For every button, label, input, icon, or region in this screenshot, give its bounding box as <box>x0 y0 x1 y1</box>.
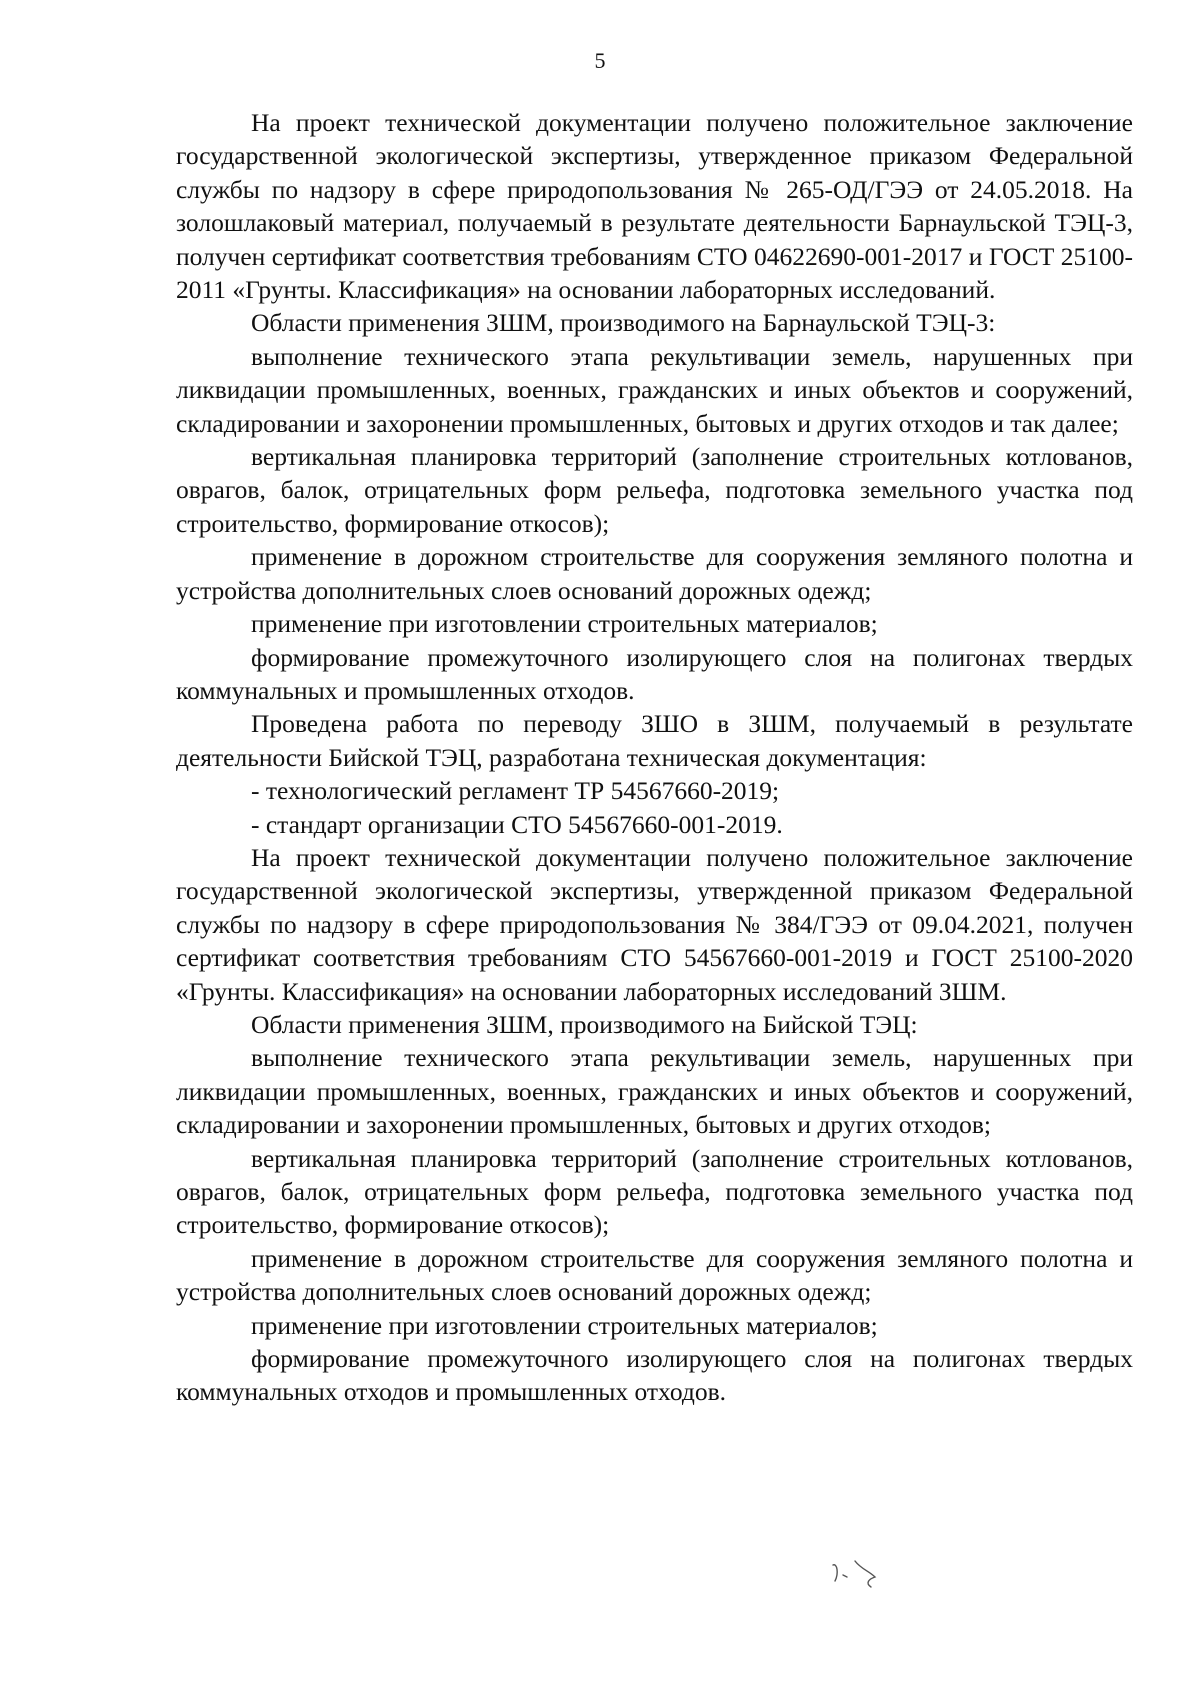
paragraph-application-landfill-layer: формирование промежуточного изолирующего слоя на полигонах твердых коммунальных и промышленных отходов. <box>176 642 1133 705</box>
paragraph-application-reclamation: выполнение технического этапа рекультивации земель, нарушенных при ликвидации промышленных, военных, гражданских и иных объектов и сооружений, складировании и захоронении промышленных, бытовых и других отходов и так далее; <box>176 341 1133 438</box>
paragraph-biysk-tech-regulation: - технологический регламент ТР 54567660-2019; <box>251 776 780 806</box>
paragraph-application-building-materials: применение при изготовлении строительных материалов; <box>251 609 878 639</box>
paragraph-biysk-application-landfill-layer: формирование промежуточного изолирующего слоя на полигонах твердых коммунальных отходов и промышленных отходов. <box>176 1344 1133 1407</box>
paragraph-biysk-organization-standard: - стандарт организации СТО 54567660-001-2019. <box>251 809 783 839</box>
paragraph-expertise-conclusion-biysk: На проект технической документации получено положительное заключение государственной экологической экспертизы, утвержденной приказом Федеральной службы по надзору в сфере природопользования № 384/ГЭЭ от 09.04.2021, получен сертификат соответствия требованиям СТО 54567660-001-2019 и ГОСТ 25100-2020 «Грунты. Классификация» на основании лабораторных исследований ЗШМ. <box>176 842 1133 1006</box>
document-body <box>176 106 1133 1409</box>
paragraph-biysk-application-vertical-planning: вертикальная планировка территорий (заполнение строительных котлованов, оврагов, балок, отрицательных форм рельефа, подготовка земельного участка под строительство, формирование откосов); <box>176 1143 1133 1240</box>
paragraph-application-road-construction: применение в дорожном строительстве для сооружения земляного полотна и устройства дополнительных слоев оснований дорожных одежд; <box>176 542 1133 605</box>
paragraph-application-vertical-planning: вертикальная планировка территорий (заполнение строительных котлованов, оврагов, балок, отрицательных форм рельефа, подготовка земельного участка под строительство, формирование откосов); <box>176 442 1133 538</box>
paragraph-biysk-conversion-work: Проведена работа по переводу ЗШО в ЗШМ, получаемый в результате деятельности Бийской ТЭЦ, разработана техническая документация: <box>176 709 1133 772</box>
page-number: 5 <box>594 48 606 73</box>
paragraph-expertise-conclusion-barnaul: На проект технической документации получено положительное заключение государственной экологической экспертизы, утвержденное приказом Федеральной службы по надзору в сфере природопользования № 265-ОД/ГЭЭ от 24.05.2018. На золошлаковый материал, получаемый в результате деятельности Барнаульской ТЭЦ-3, получен сертификат соответствия требованиям СТО 04622690-001-2017 и ГОСТ 25100-2011 «Грунты. Классификация» на основании лабораторных исследований. <box>176 108 1133 305</box>
paragraph-biysk-application-reclamation: выполнение технического этапа рекультивации земель, нарушенных при ликвидации промышленных, военных, гражданских и иных объектов и сооружений, складировании и захоронении промышленных, бытовых и других отходов; <box>176 1043 1133 1140</box>
paragraph-biysk-application-road-construction: применение в дорожном строительстве для сооружения земляного полотна и устройства дополнительных слоев оснований дорожных одежд; <box>176 1243 1133 1307</box>
paragraph-biysk-application-building-materials: применение при изготовлении строительных материалов; <box>251 1310 878 1340</box>
paragraph-applications-heading-barnaul: Области применения ЗШМ, производимого на Барнаульской ТЭЦ-3: <box>251 308 996 338</box>
paragraph-applications-heading-biysk: Области применения ЗШМ, производимого на Бийской ТЭЦ: <box>251 1009 918 1039</box>
handwritten-mark <box>825 1555 885 1595</box>
